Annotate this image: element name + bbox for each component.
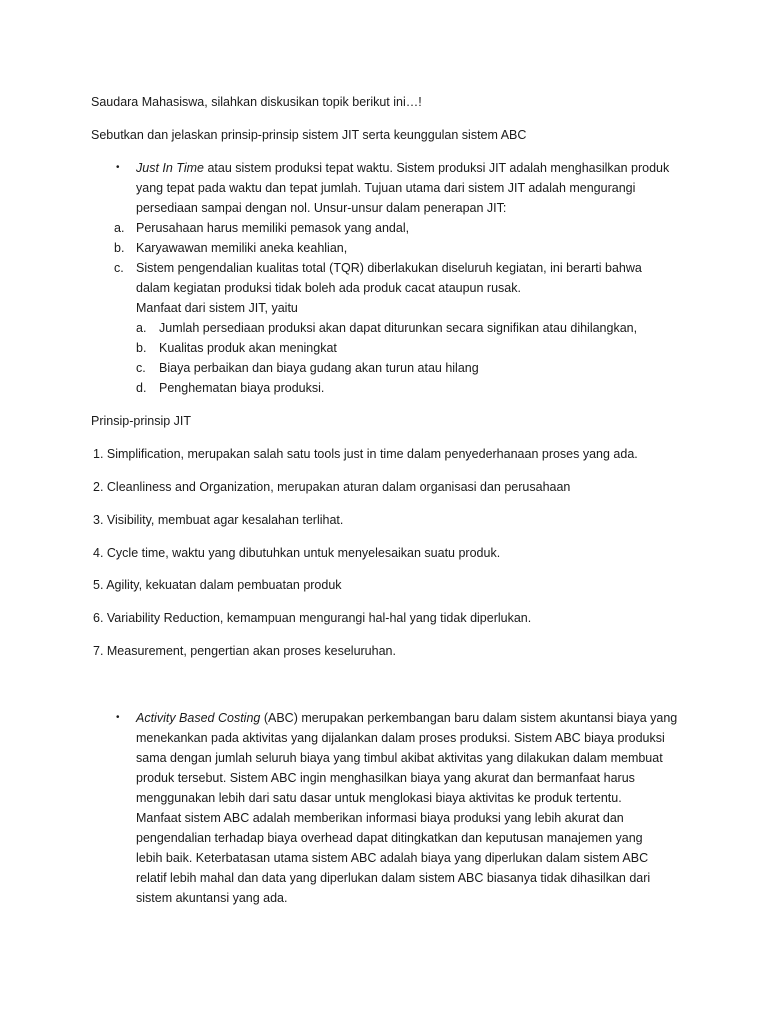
principle-item: 3. Visibility, membuat agar kesalahan terlihat.	[93, 513, 344, 527]
principle-item: 7. Measurement, pengertian akan proses keseluruhan.	[93, 644, 396, 658]
benefit-text-a: Jumlah persediaan produksi akan dapat diturunkan secara signifikan atau dihilangkan,	[159, 321, 638, 335]
abc-line: menggunakan lebih dari satu dasar untuk menglokasi biaya aktivitas ke produk tertentu.	[136, 791, 622, 805]
abc-line: pengendalian terhadap biaya overhead dapat ditingkatkan dan keputusan manajemen yang	[136, 831, 643, 845]
abc-line-1-rest: (ABC) merupakan perkembangan baru dalam sistem akuntansi biaya yang	[260, 711, 678, 725]
bullet-abc: •	[116, 712, 120, 723]
jit-line-1-rest: atau sistem produksi tepat waktu. Sistem produksi JIT adalah menghasilkan produk	[203, 161, 670, 175]
abc-line: lebih baik. Keterbatasan utama sistem ABC adalah biaya yang diperlukan dalam sistem ABC	[136, 851, 649, 865]
benefit-text-b: Kualitas produk akan meningkat	[159, 341, 337, 355]
element-text-c-1: Sistem pengendalian kualitas total (TQR) diberlakukan diseluruh kegiatan, ini berarti bahwa	[136, 261, 642, 275]
jit-line-1	[136, 158, 669, 178]
benefits-title: Manfaat dari sistem JIT, yaitu	[136, 301, 298, 315]
abc-line: Manfaat sistem ABC adalah memberikan informasi biaya produksi yang lebih akurat dan	[136, 811, 624, 825]
abc-term: Activity Based Costing	[136, 711, 261, 725]
benefit-label-c: c.	[136, 361, 146, 375]
jit-line-2: yang tepat pada waktu dan tepat jumlah. Tujuan utama dari sistem JIT adalah mengurangi	[136, 181, 636, 195]
principle-item: 5. Agility, kekuatan dalam pembuatan produk	[93, 578, 342, 592]
element-text-a: Perusahaan harus memiliki pemasok yang andal,	[136, 221, 410, 235]
element-label-a: a.	[114, 221, 125, 235]
principles-title: Prinsip-prinsip JIT	[91, 414, 192, 428]
question-text: Sebutkan dan jelaskan prinsip-prinsip sistem JIT serta keunggulan sistem ABC	[91, 128, 527, 142]
element-text-c-2: dalam kegiatan produksi tidak boleh ada produk cacat ataupun rusak.	[136, 281, 521, 295]
principle-item: 6. Variability Reduction, kemampuan mengurangi hal-hal yang tidak diperlukan.	[93, 611, 532, 625]
intro-text: Saudara Mahasiswa, silahkan diskusikan topik berikut ini…!	[91, 95, 422, 109]
jit-term: Just In Time	[136, 161, 204, 175]
benefit-label-a: a.	[136, 321, 147, 335]
jit-line-3: persediaan sampai dengan nol. Unsur-unsur dalam penerapan JIT:	[136, 201, 507, 215]
principle-item: 2. Cleanliness and Organization, merupakan aturan dalam organisasi dan perusahaan	[93, 480, 571, 494]
abc-line: menekankan pada aktivitas yang dijalankan dalam proses produksi. Sistem ABC biaya produksi	[136, 731, 665, 745]
bullet-jit: •	[116, 162, 120, 173]
benefit-text-d: Penghematan biaya produksi.	[159, 381, 325, 395]
abc-line: sistem akuntansi yang ada.	[136, 891, 288, 905]
principle-item: 1. Simplification, merupakan salah satu tools just in time dalam penyederhanaan proses yang ada.	[93, 447, 638, 461]
element-text-b: Karyawawan memiliki aneka keahlian,	[136, 241, 348, 255]
element-label-b: b.	[114, 241, 125, 255]
abc-line: produk tersebut. Sistem ABC ingin menghasilkan biaya yang akurat dan bermanfaat harus	[136, 771, 635, 785]
benefit-text-c: Biaya perbaikan dan biaya gudang akan turun atau hilang	[159, 361, 479, 375]
benefit-label-d: d.	[136, 381, 147, 395]
benefit-label-b: b.	[136, 341, 147, 355]
abc-line: sama dengan jumlah seluruh biaya yang timbul akibat aktivitas yang dilakukan dalam membuat	[136, 751, 663, 765]
element-label-c: c.	[114, 261, 124, 275]
principle-item: 4. Cycle time, waktu yang dibutuhkan untuk menyelesaikan suatu produk.	[93, 546, 501, 560]
abc-line: relatif lebih mahal dan data yang diperlukan dalam sistem ABC biasanya tidak dihasilkan dari	[136, 871, 651, 885]
abc-line-1	[136, 708, 677, 728]
